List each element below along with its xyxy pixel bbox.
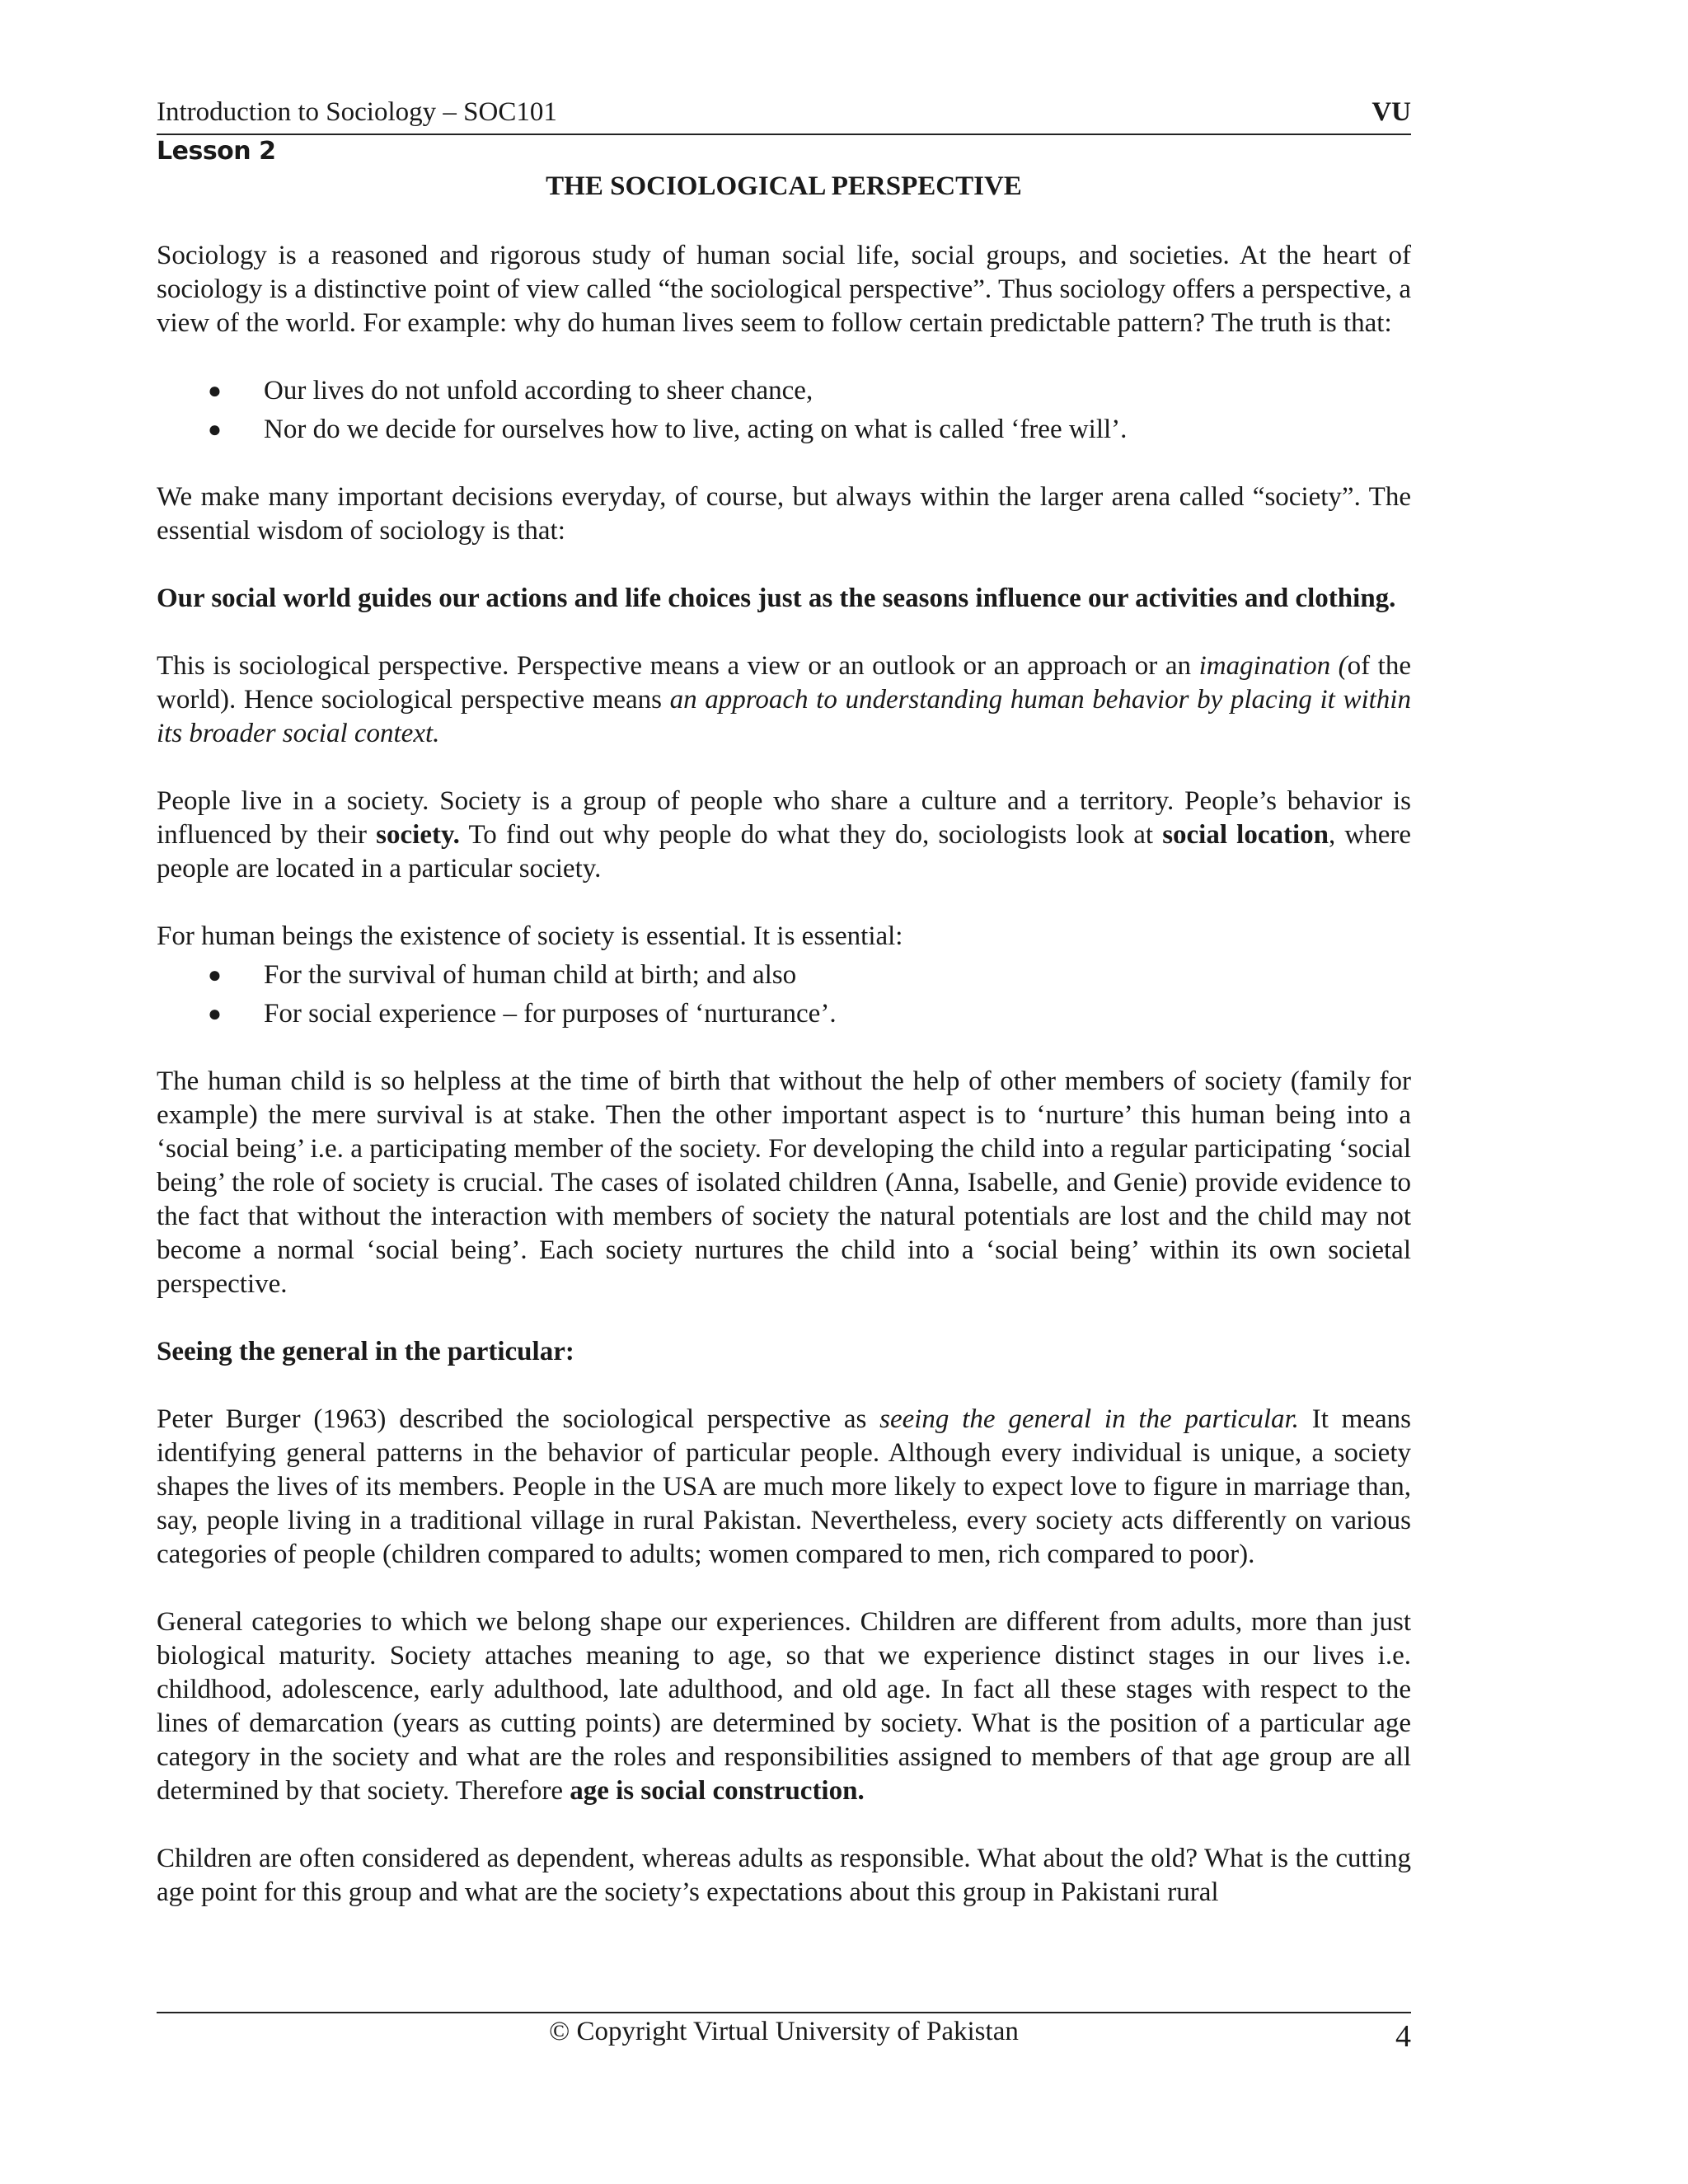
page-footer: [157, 2012, 1411, 2055]
document-page: [157, 0, 1411, 2184]
italic-run: imagination (: [1198, 651, 1348, 681]
bullet-icon: ●: [208, 417, 222, 443]
course-title: Introduction to Sociology – SOC101: [157, 97, 557, 127]
bold-run: age is social construction.: [570, 1776, 865, 1806]
subheading: [157, 1335, 1411, 1369]
paragraph-1: Sociology is a reasoned and rigorous study of human social life, social groups, and societies. At the heart of sociology is a distinctive point of view called “the sociological perspective”. Thus sociology offers a perspective, a view of the world. For example: why do human lives seem to follow certain predictable pattern? The truth is that:: [157, 241, 1411, 338]
text-run: It means identifying general patterns in the behavior of particular people. Although every individual is unique, a society shapes the lives of its members. People in the USA are much more likely to expect love to figure in marriage than, say, people living in a traditional village in rural Pakistan. Nevertheless, every society acts differently on various categories of people (children compared to adults; women compared to men, rich compared to poor).: [157, 1404, 1411, 1569]
text-run: People live in a society. Society is a group of people who share a culture and a territory. People’s behavior is influenced by their: [157, 786, 1411, 850]
page-header: [157, 97, 1411, 135]
list-item: [208, 958, 1411, 992]
document-body: [157, 239, 1411, 1943]
bullet-icon: ●: [208, 378, 222, 404]
text-run: , where people are located in a particular society.: [157, 820, 1411, 883]
list-item-text: Our lives do not unfold according to sheer chance,: [264, 376, 814, 405]
paragraph-10: Children are often considered as dependent, whereas adults as responsible. What about the old? What is the cutting age point for this group and what are the society’s expectations about this group in Pakistani rural: [157, 1844, 1411, 1907]
bullet-list-1: [157, 374, 1411, 447]
paragraph-9: [157, 1605, 1411, 1808]
paragraph-6: For human beings the existence of society is essential. It is essential:: [157, 921, 903, 951]
bullet-icon: ●: [208, 1001, 222, 1027]
bold-run: society.: [376, 820, 460, 850]
list-item-text: Nor do we decide for ourselves how to live, acting on what is called ‘free will’.: [264, 415, 1128, 444]
bullet-icon: ●: [208, 963, 222, 988]
lesson-label: Lesson 2: [157, 137, 276, 166]
list-item-text: For social experience – for purposes of ‘nurturance’.: [264, 999, 837, 1029]
paragraph-7: The human child is so helpless at the time of birth that without the help of other members of society (family for example) the mere survival is at stake. Then the other important aspect is to ‘nurture’ this human being into a ‘social being’ i.e. a participating member of the society. For developing the child into a regular participating ‘social being’ the role of society is crucial. The cases of isolated children (Anna, Isabelle, and Genie) provide evidence to the fact that without the interaction with members of society the natural potentials are lost and the child may not become a normal ‘social being’. Each society nurtures the child into a ‘social being’ within its own societal perspective.: [157, 1066, 1411, 1299]
list-item-text: For the survival of human child at birth; and also: [264, 960, 797, 990]
text-run: General categories to which we belong shape our experiences. Children are different from adults, more than just biological maturity. Society attaches meaning to age, so that we experience distinct stages in our lives i.e. childhood, adolescence, early adulthood, late adulthood, and old age. In fact all these stages with respect to the lines of demarcation (years as cutting points) are determined by society. What is the position of a particular age category in the society and what are the roles and responsibilities assigned to members of that age group are all determined by that society. Therefore: [157, 1607, 1411, 1806]
bullet-list-2: [157, 958, 1411, 1031]
text-run: This is sociological perspective. Perspective means a view or an outlook or an approach or an: [157, 651, 1199, 681]
copyright-notice: © Copyright Virtual University of Pakistan: [549, 2017, 1019, 2046]
text-run: of the world). Hence sociological perspective means: [157, 651, 1411, 715]
list-item: [208, 997, 1411, 1031]
paragraph-2: We make many important decisions everyday, of course, but always within the larger arena called “society”. The essential wisdom of sociology is that:: [157, 482, 1411, 546]
paragraph-4: [157, 649, 1411, 751]
page-title: THE SOCIOLOGICAL PERSPECTIVE: [546, 171, 1022, 201]
text-run: To find out why people do what they do, sociologists look at: [459, 820, 1163, 850]
bold-run: social location: [1162, 820, 1329, 850]
list-item: [208, 374, 1411, 408]
paragraph-3: [157, 582, 1411, 616]
university-mark: VU: [1372, 97, 1411, 127]
text-run: Peter Burger (1963) described the sociological perspective as: [157, 1404, 880, 1434]
italic-run: seeing the general in the particular.: [879, 1404, 1299, 1434]
key-statement: Our social world guides our actions and life choices just as the seasons influence our activities and clothing.: [157, 583, 1396, 613]
page-number: 4: [1395, 2019, 1411, 2054]
paragraph-8: [157, 1403, 1411, 1572]
paragraph-5: [157, 785, 1411, 886]
italic-definition: an approach to understanding human behavior by placing it within its broader social context.: [157, 685, 1411, 748]
list-item: [208, 413, 1411, 447]
subheading-text: Seeing the general in the particular:: [157, 1337, 574, 1366]
